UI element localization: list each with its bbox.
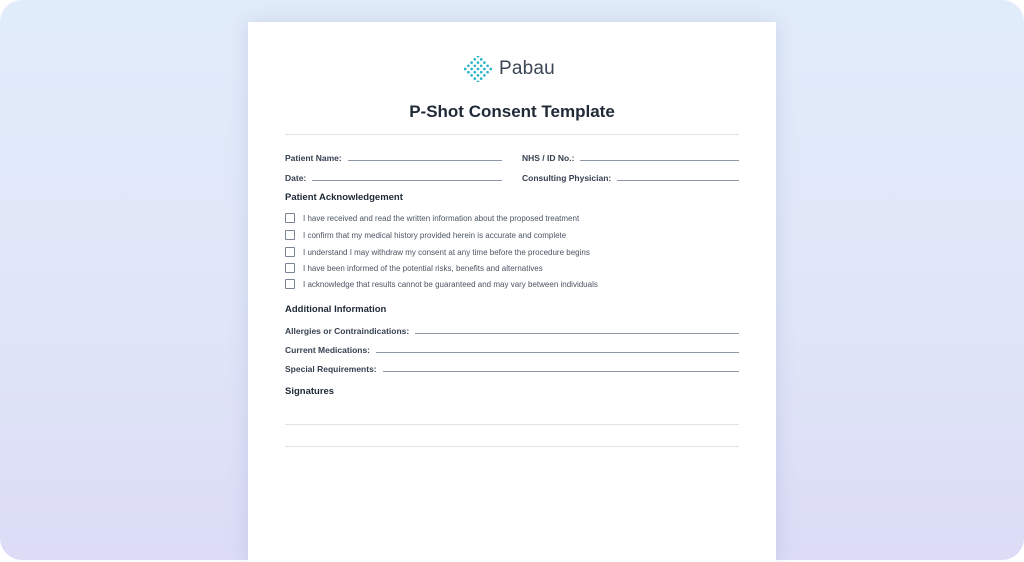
pabau-logo	[464, 56, 555, 82]
logo-dot	[473, 71, 476, 74]
acknowledgement-item[interactable]	[285, 278, 598, 290]
consent-form-document	[248, 22, 776, 562]
signature-line[interactable]	[285, 424, 739, 425]
signature-line[interactable]	[285, 446, 739, 447]
allergies-field[interactable]	[285, 323, 739, 337]
current-medications-line	[376, 352, 739, 353]
logo-dot	[464, 68, 467, 71]
checkbox[interactable]	[285, 213, 295, 223]
checkbox[interactable]	[285, 247, 295, 257]
date-field[interactable]	[285, 170, 502, 184]
acknowledgement-item[interactable]	[285, 229, 566, 241]
checkbox[interactable]	[285, 263, 295, 273]
logo-dot	[480, 77, 483, 80]
current-medications-field[interactable]	[285, 342, 739, 356]
logo-dot	[473, 58, 476, 61]
logo-dot	[470, 74, 473, 77]
logo-dot	[470, 68, 473, 71]
additional-information-heading: Additional Information	[285, 304, 387, 315]
allergies-line	[415, 333, 739, 334]
logo-dot	[477, 80, 480, 82]
acknowledgement-text: I acknowledge that results cannot be guaranteed and may vary between individuals	[303, 279, 598, 289]
allergies-label: Allergies or Contraindications:	[285, 326, 410, 336]
logo-dot	[483, 74, 486, 77]
logo-dot	[477, 56, 480, 58]
special-requirements-field[interactable]	[285, 361, 739, 375]
signatures-heading: Signatures	[285, 386, 335, 397]
logo-dot	[486, 71, 489, 74]
logo-dot	[489, 68, 492, 71]
acknowledgement-item[interactable]	[285, 262, 543, 274]
logo-dot	[473, 64, 476, 67]
logo-dot	[467, 64, 470, 67]
date-label: Date:	[285, 173, 307, 183]
nhs-id-label: NHS / ID No.:	[522, 153, 575, 163]
acknowledgement-text: I understand I may withdraw my consent at any time before the procedure begins	[303, 247, 590, 257]
logo-dot	[473, 77, 476, 80]
logo-dot	[477, 74, 480, 77]
acknowledgement-heading: Patient Acknowledgement	[285, 192, 403, 203]
logo-dot	[477, 68, 480, 71]
consulting-physician-field[interactable]	[522, 170, 739, 184]
logo-dot	[480, 71, 483, 74]
acknowledgement-item[interactable]	[285, 212, 579, 224]
logo-dot	[483, 61, 486, 64]
title-divider	[285, 134, 739, 135]
patient-name-line	[348, 160, 502, 161]
logo-dot	[486, 64, 489, 67]
consulting-physician-label: Consulting Physician:	[522, 173, 612, 183]
special-requirements-line	[383, 371, 739, 372]
document-title: P-Shot Consent Template	[409, 102, 615, 121]
acknowledgement-item[interactable]	[285, 246, 590, 258]
date-line	[312, 180, 502, 181]
logo-text: Pabau	[499, 58, 555, 79]
nhs-id-field[interactable]	[522, 150, 739, 164]
patient-name-label: Patient Name:	[285, 153, 342, 163]
special-requirements-label: Special Requirements:	[285, 364, 377, 374]
acknowledgement-text: I have been informed of the potential risks, benefits and alternatives	[303, 263, 543, 273]
diamond-dot-logo-icon	[464, 56, 492, 82]
checkbox[interactable]	[285, 279, 295, 289]
logo-dot	[470, 61, 473, 64]
logo-dot	[477, 61, 480, 64]
logo-dot	[480, 64, 483, 67]
current-medications-label: Current Medications:	[285, 345, 371, 355]
acknowledgement-text: I confirm that my medical history provided herein is accurate and complete	[303, 230, 567, 240]
logo-dot	[467, 71, 470, 74]
consulting-physician-line	[617, 180, 739, 181]
logo-dot	[483, 68, 486, 71]
logo-dot	[480, 58, 483, 61]
nhs-id-line	[580, 160, 739, 161]
acknowledgement-text: I have received and read the written information about the proposed treatment	[303, 213, 580, 223]
patient-name-field[interactable]	[285, 150, 502, 164]
checkbox[interactable]	[285, 230, 295, 240]
